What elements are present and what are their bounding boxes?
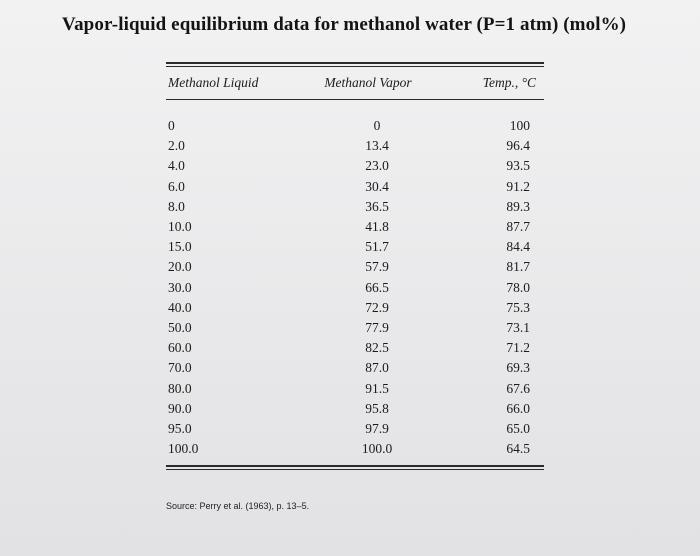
cell-temp: 67.6	[506, 380, 530, 396]
table-row	[166, 177, 544, 197]
cell-liquid: 0	[168, 118, 175, 134]
cell-vapor: 51.7	[365, 239, 389, 255]
table-row	[166, 257, 544, 277]
table-row	[166, 237, 544, 257]
cell-liquid: 50.0	[168, 319, 192, 335]
header-methanol-vapor: Methanol Vapor	[324, 75, 412, 90]
table-row	[166, 116, 544, 136]
cell-temp: 87.7	[506, 219, 530, 235]
cell-vapor: 91.5	[365, 380, 389, 396]
table-row	[166, 338, 544, 358]
table-body	[166, 100, 544, 465]
table-bottom-rule	[166, 465, 544, 470]
cell-temp: 73.1	[506, 319, 530, 335]
cell-temp: 84.4	[506, 239, 530, 255]
cell-vapor: 36.5	[365, 198, 389, 214]
cell-temp: 96.4	[506, 138, 530, 154]
cell-liquid: 90.0	[168, 400, 192, 416]
table-row	[166, 358, 544, 378]
cell-vapor: 57.9	[365, 259, 389, 275]
cell-temp: 75.3	[506, 299, 530, 315]
cell-vapor: 23.0	[365, 158, 389, 174]
table-row	[166, 278, 544, 298]
cell-liquid: 10.0	[168, 219, 192, 235]
cell-vapor: 100.0	[361, 441, 393, 457]
cell-temp: 66.0	[506, 400, 530, 416]
cell-liquid: 2.0	[168, 138, 185, 154]
table-row	[166, 136, 544, 156]
table-row	[166, 419, 544, 439]
cell-liquid: 30.0	[168, 279, 192, 295]
cell-vapor: 30.4	[365, 178, 389, 194]
table-row	[166, 197, 544, 217]
cell-temp: 71.2	[506, 340, 530, 356]
cell-liquid: 60.0	[168, 340, 192, 356]
vle-table	[166, 62, 544, 470]
cell-vapor: 77.9	[365, 319, 389, 335]
cell-liquid: 40.0	[168, 299, 192, 315]
page-title: Vapor-liquid equilibrium data for methanol water (P=1 atm) (mol%)	[62, 14, 627, 35]
cell-liquid: 20.0	[168, 259, 192, 275]
cell-temp: 93.5	[506, 158, 530, 174]
cell-temp: 69.3	[506, 360, 530, 376]
cell-vapor: 41.8	[365, 219, 389, 235]
table-header-row	[166, 67, 544, 99]
cell-temp: 78.0	[506, 279, 530, 295]
cell-temp: 100	[509, 118, 530, 134]
cell-liquid: 8.0	[168, 198, 185, 214]
cell-vapor: 72.9	[365, 299, 389, 315]
cell-liquid: 70.0	[168, 360, 192, 376]
table-row	[166, 399, 544, 419]
cell-liquid: 100.0	[168, 441, 199, 457]
cell-liquid: 80.0	[168, 380, 192, 396]
cell-temp: 91.2	[506, 178, 530, 194]
cell-vapor: 97.9	[365, 420, 389, 436]
cell-temp: 64.5	[506, 441, 530, 457]
cell-temp: 65.0	[506, 420, 530, 436]
cell-liquid: 4.0	[168, 158, 185, 174]
table-row	[166, 217, 544, 237]
table-row	[166, 439, 544, 459]
header-temperature: Temp., °C	[482, 75, 536, 90]
table-row	[166, 156, 544, 176]
source-note: Source: Perry et al. (1963), p. 13–5.	[166, 501, 310, 511]
cell-temp: 81.7	[506, 259, 530, 275]
cell-vapor: 66.5	[365, 279, 389, 295]
cell-liquid: 95.0	[168, 420, 192, 436]
cell-liquid: 15.0	[168, 239, 192, 255]
header-methanol-liquid: Methanol Liquid	[168, 75, 259, 90]
cell-vapor: 82.5	[365, 340, 389, 356]
cell-vapor: 87.0	[365, 360, 389, 376]
cell-temp: 89.3	[506, 198, 530, 214]
cell-vapor: 13.4	[365, 138, 389, 154]
table-row	[166, 318, 544, 338]
cell-liquid: 6.0	[168, 178, 185, 194]
table-row	[166, 298, 544, 318]
cell-vapor: 95.8	[365, 400, 389, 416]
cell-vapor: 0	[373, 118, 381, 134]
table-row	[166, 378, 544, 398]
